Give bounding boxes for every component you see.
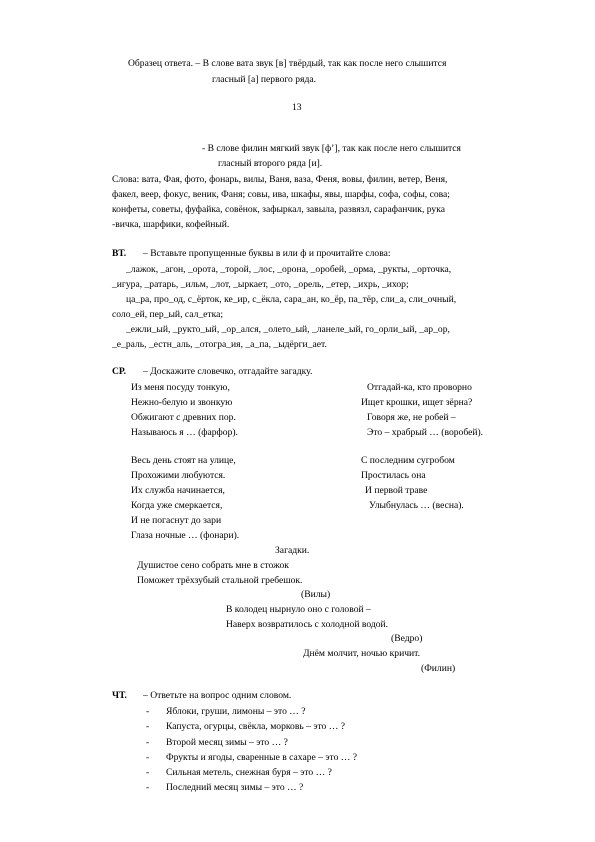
question-text: Второй месяц зимы – это … ?	[166, 737, 288, 748]
riddle-line: Весь день стоят на улице,	[131, 455, 236, 466]
filin-explanation-line2: гласный второго ряда [и].	[218, 158, 323, 169]
riddle-line: Простилась она	[361, 470, 426, 481]
vt-task: – Вставьте пропущенные буквы в или ф и прочитайте слова:	[143, 248, 391, 259]
question-text: Фрукты и ягоды, сваренные в сахаре – это … ?	[166, 752, 358, 763]
vt-line: соло_ей, пер_ый, сал_етка;	[112, 309, 224, 320]
words-line: факел, веер, фокус, веник, Фаня; совы, ива, шкафы, явы, шарфы, софа, софы, сова;	[112, 189, 450, 200]
sr-label: СР.	[112, 366, 126, 377]
vt-line: _е_раль, _естн_аль, _отогра_ия, _а_па, _ыдёрги_ает.	[112, 339, 327, 350]
riddle-line: Это – храбрый … (воробей).	[367, 427, 484, 438]
filin-explanation-line1: - В слове филин мягкий звук [ф’], так как после него слышится	[202, 143, 461, 154]
riddle-answer: (Вилы)	[301, 589, 331, 600]
sample-answer-line1: Образец ответа. – В слове вата звук [в] твёрдый, так как после него слышится	[128, 58, 447, 69]
riddle-line: Поможет трёхзубый стальной гребешок.	[137, 575, 303, 586]
riddle-line: Говоря же, не робей –	[367, 412, 456, 423]
riddle-answer: (Ведро)	[391, 633, 423, 644]
question-text: Сильная метель, снежная буря – это … ?	[166, 767, 332, 778]
riddle-line: И первой траве	[365, 485, 428, 496]
question-text: Последний месяц зимы – это … ?	[166, 782, 304, 793]
riddle-line: Когда уже смеркается,	[131, 500, 223, 511]
vt-line: _игура, _ратарь, _ильм, _лот, _ыркает, _ото, _орель, _етер, _ихрь, _ихор;	[112, 279, 409, 290]
riddle-line: Улыбнулась … (весна).	[369, 500, 464, 511]
list-dash: -	[146, 721, 150, 732]
riddle-line: Нежно-белую и звонкую	[131, 397, 233, 408]
riddle-line: С последним сугробом	[361, 455, 455, 466]
riddle-line: И не погаснут до зари	[131, 515, 222, 526]
riddle-line: Их служба начинается,	[131, 485, 225, 496]
riddle-line: Отгадай-ка, кто проворно	[367, 382, 472, 393]
words-line: Слова: вата, Фая, фото, фонарь, вилы, Ваня, ваза, Феня, вовы, филин, ветер, Веня,	[112, 174, 448, 185]
vt-line: _лажок, _агон, _орота, _торой, _лос, _орона, _оробей, _орма, _рукты, _орточка,	[126, 264, 452, 275]
list-dash: -	[146, 737, 150, 748]
page-number: 13	[292, 102, 302, 113]
cht-label: ЧТ.	[112, 690, 127, 701]
riddle-answer: (Филин)	[421, 663, 456, 674]
sr-task: – Доскажите словечко, отгадайте загадку.	[143, 366, 313, 377]
riddle-line: Глаза ночные … (фонари).	[131, 530, 240, 541]
list-dash: -	[146, 767, 150, 778]
vt-label: ВТ.	[112, 248, 127, 259]
question-text: Яблоки, груши, лимоны – это … ?	[166, 706, 306, 717]
riddle-line: Днём молчит, ночью кричит.	[303, 648, 421, 659]
list-dash: -	[146, 782, 150, 793]
riddle-line: Обжигают с древних пор.	[131, 412, 236, 423]
vt-line: ца_ра, про_од, с_ёрток, ке_ир, с_ёкла, сара_ан, ко_ёр, па_тёр, сли_а, сли_очный,	[126, 294, 457, 305]
cht-task: – Ответьте на вопрос одним словом.	[143, 690, 292, 701]
riddle-line: Ищет крошки, ищет зёрна?	[361, 397, 473, 408]
riddle-line: Наверх возвратилось с холодной водой.	[226, 619, 389, 630]
zagadki-title: Загадки.	[275, 545, 310, 556]
sample-answer-line2: гласный [а] первого ряда.	[212, 74, 316, 85]
riddle-line: Называюсь я … (фарфор).	[131, 427, 238, 438]
list-dash: -	[146, 706, 150, 717]
riddle-line: В колодец нырнуло оно с головой –	[226, 604, 371, 615]
riddle-line: Из меня посуду тонкую,	[131, 382, 230, 393]
riddle-line: Прохожими любуются.	[131, 470, 226, 481]
riddle-line: Душистое сено собрать мне в стожок	[137, 560, 289, 571]
words-line: конфеты, советы, фуфайка, совёнок, зафыркал, завыла, развязл, сарафанчик, рука	[112, 204, 445, 215]
vt-line: _ежли_ый, _рукто_ый, _ор_ался, _олето_ый, _ланеле_ый, го_орли_ый, _ар_ор,	[126, 324, 450, 335]
list-dash: -	[146, 752, 150, 763]
question-text: Капуста, огурцы, свёкла, морковь – это … ?	[166, 721, 345, 732]
words-line: -вичка, шарфики, кофейный.	[112, 219, 230, 230]
